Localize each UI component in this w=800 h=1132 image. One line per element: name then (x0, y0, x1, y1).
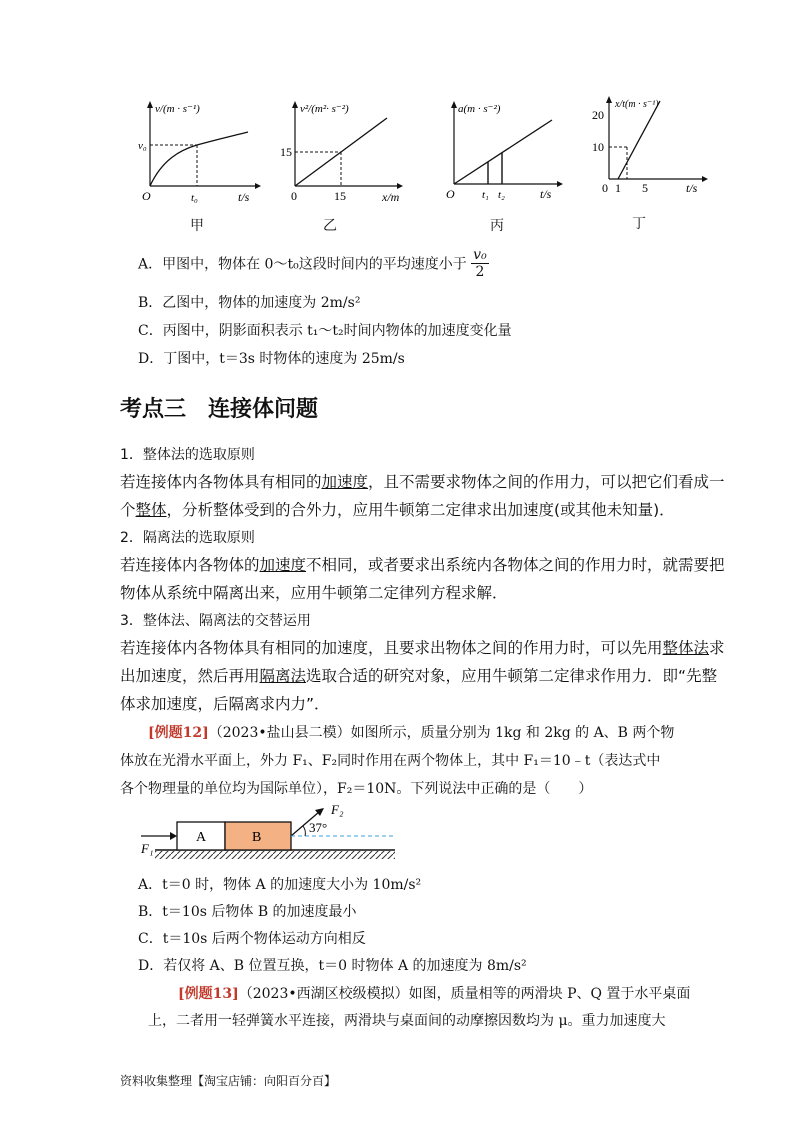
graph-bing-caption: 丙 (490, 218, 504, 234)
graph-yi-origin: 0 (291, 189, 297, 203)
graph-bing-xtick2: t₂ (498, 189, 505, 201)
graph-yi-xtick: 15 (334, 189, 346, 203)
angle-label: 37° (309, 820, 328, 835)
fraction-numerator: v₀ (473, 247, 487, 263)
graph-ding-ylabel: x/t(m · s⁻¹) (615, 99, 659, 110)
graph-ding-caption: 丁 (632, 216, 646, 232)
graph-ding-ytick-mid: 10 (592, 140, 604, 154)
p1-heading: 1．整体法的选取原则 (120, 447, 255, 463)
graph-yi-ylabel: v²/(m²· s⁻²) (300, 103, 349, 115)
graph-ding-xlabel: t/s (686, 181, 698, 195)
p3-line1 (120, 636, 725, 658)
p2-line2: 物体从系统中隔离出来，应用牛顿第二定律列方程求解． (120, 584, 508, 602)
prev-option-a-text: A．甲图中，物体在 0～t₀这段时间内的平均速度小于 (138, 256, 467, 273)
p3-line1-b: 求 (709, 639, 725, 657)
p2-line1-underlined: 加速度 (259, 556, 307, 574)
ex12-line1-text: （2023•盐山县二模）如图所示，质量分别为 1kg 和 2kg 的 A、B 两个物 (208, 725, 675, 741)
graph-bing-xlabel: t/s (540, 187, 552, 201)
p1-line2-b: ，分析整体受到的合外力，应用牛顿第二定律求出加速度(或其他未知量)． (166, 501, 675, 519)
ex12-option-c: C．t＝10s 后两个物体运动方向相反 (138, 931, 366, 947)
ex12-line1 (148, 722, 674, 742)
graph-ding (584, 95, 714, 205)
prev-option-a-fraction (471, 247, 489, 280)
f2-label: F₂ (331, 802, 344, 817)
p1-line1-a: 若连接体内各物体具有相同的 (120, 473, 322, 491)
p3-line2-b: 选取合适的研究对象，应用牛顿第二定律求作用力．即“先整 (306, 667, 718, 685)
p2-line1 (120, 553, 725, 575)
graph-bing-xtick1: t₁ (482, 189, 489, 201)
prev-option-d: D．丁图中，t＝3s 时物体的速度为 25m/s (138, 351, 405, 367)
graph-yi-xlabel: x/m (382, 190, 400, 204)
p3-line1-underlined: 整体法 (662, 639, 710, 657)
p1-line2-underlined: 整体 (135, 501, 167, 519)
graph-ding-xtick1: 1 (615, 181, 621, 195)
p1-line2-a: 个 (120, 501, 136, 519)
ex13-line2: 上，二者用一轻弹簧水平连接，两滑块与桌面间的动摩擦因数均为 μ。重力加速度大 (148, 1013, 666, 1029)
p1-line2 (120, 498, 675, 520)
prev-option-b: B．乙图中，物体的加速度为 2m/s² (138, 295, 361, 311)
footer: 资料收集整理【淘宝店铺：向阳百分百】 (120, 1074, 337, 1088)
ex12-line3: 各个物理量的单位均为国际单位），F₂＝10N。下列说法中正确的是（ ） (120, 781, 593, 797)
graph-bing-ylabel: a(m · s⁻²) (458, 103, 501, 115)
p1-line1-underlined: 加速度 (321, 473, 369, 491)
p3-line2 (120, 664, 717, 686)
graph-jia-xtick: t₀ (191, 192, 198, 204)
section-title: 考点三 连接体问题 (120, 397, 319, 422)
graph-ding-origin: 0 (602, 181, 608, 195)
graph-ding-ytick-top: 20 (592, 108, 604, 122)
ex12-tag: [例题12] (148, 725, 209, 741)
p1-line1 (120, 470, 725, 492)
p2-heading: 2．隔离法的选取原则 (120, 530, 255, 546)
f1-label: F₁ (141, 841, 154, 856)
p3-line1-a: 若连接体内各物体具有相同的加速度，且要求出物体之间的作用力时，可以先用 (120, 639, 663, 657)
prev-option-c: C．丙图中，阴影面积表示 t₁～t₂时间内物体的加速度变化量 (138, 323, 512, 339)
ex12-option-b: B．t＝10s 后物体 B 的加速度最小 (138, 904, 357, 920)
block-b-label: B (252, 830, 262, 845)
p3-heading: 3．整体法、隔离法的交替运用 (120, 613, 311, 629)
prev-option-a (138, 247, 489, 280)
graph-jia-origin: O (142, 189, 151, 203)
graph-bing-origin: O (446, 187, 455, 201)
graph-yi-ytick: 15 (280, 145, 292, 159)
ex12-figure (135, 800, 405, 865)
graph-ding-xtick2: 5 (642, 181, 648, 195)
fraction-denominator: 2 (475, 264, 485, 280)
p3-line3: 体求加速度，后隔离求内力”． (120, 695, 330, 713)
ex13-tag: [例题13] (178, 986, 239, 1002)
p2-line1-b: 不相同，或者要求出系统内各物体之间的作用力时，就需要把 (306, 556, 725, 574)
graph-yi (282, 98, 412, 208)
p2-line1-a: 若连接体内各物体的 (120, 556, 260, 574)
graph-jia-ylabel: v/(m · s⁻¹) (155, 103, 200, 115)
p1-line1-b: ，且不需要求物体之间的作用力，可以把它们看成一 (368, 473, 725, 491)
block-a-label: A (196, 830, 207, 845)
graph-jia (140, 98, 270, 208)
graph-bing (442, 98, 572, 208)
ex12-line2: 体放在光滑水平面上，外力 F₁、F₂同时作用在两个物体上，其中 F₁＝10﹣t（表达式中 (120, 753, 661, 769)
ex13-line1-text: （2023•西湖区校级模拟）如图，质量相等的两滑块 P、Q 置于水平桌面 (238, 986, 691, 1002)
ex12-option-a: A．t＝0 时，物体 A 的加速度大小为 10m/s² (138, 877, 422, 893)
graph-yi-caption: 乙 (323, 218, 337, 234)
graph-jia-ytick: v₀ (138, 140, 147, 152)
p3-line2-a: 出加速度，然后再用 (120, 667, 260, 685)
p3-line2-underlined: 隔离法 (259, 667, 307, 685)
graph-jia-xlabel: t/s (238, 190, 250, 204)
ex13-line1 (178, 983, 690, 1003)
ex12-option-d: D．若仅将 A、B 位置互换，t＝0 时物体 A 的加速度为 8m/s² (138, 958, 527, 974)
graph-jia-caption: 甲 (190, 218, 204, 234)
